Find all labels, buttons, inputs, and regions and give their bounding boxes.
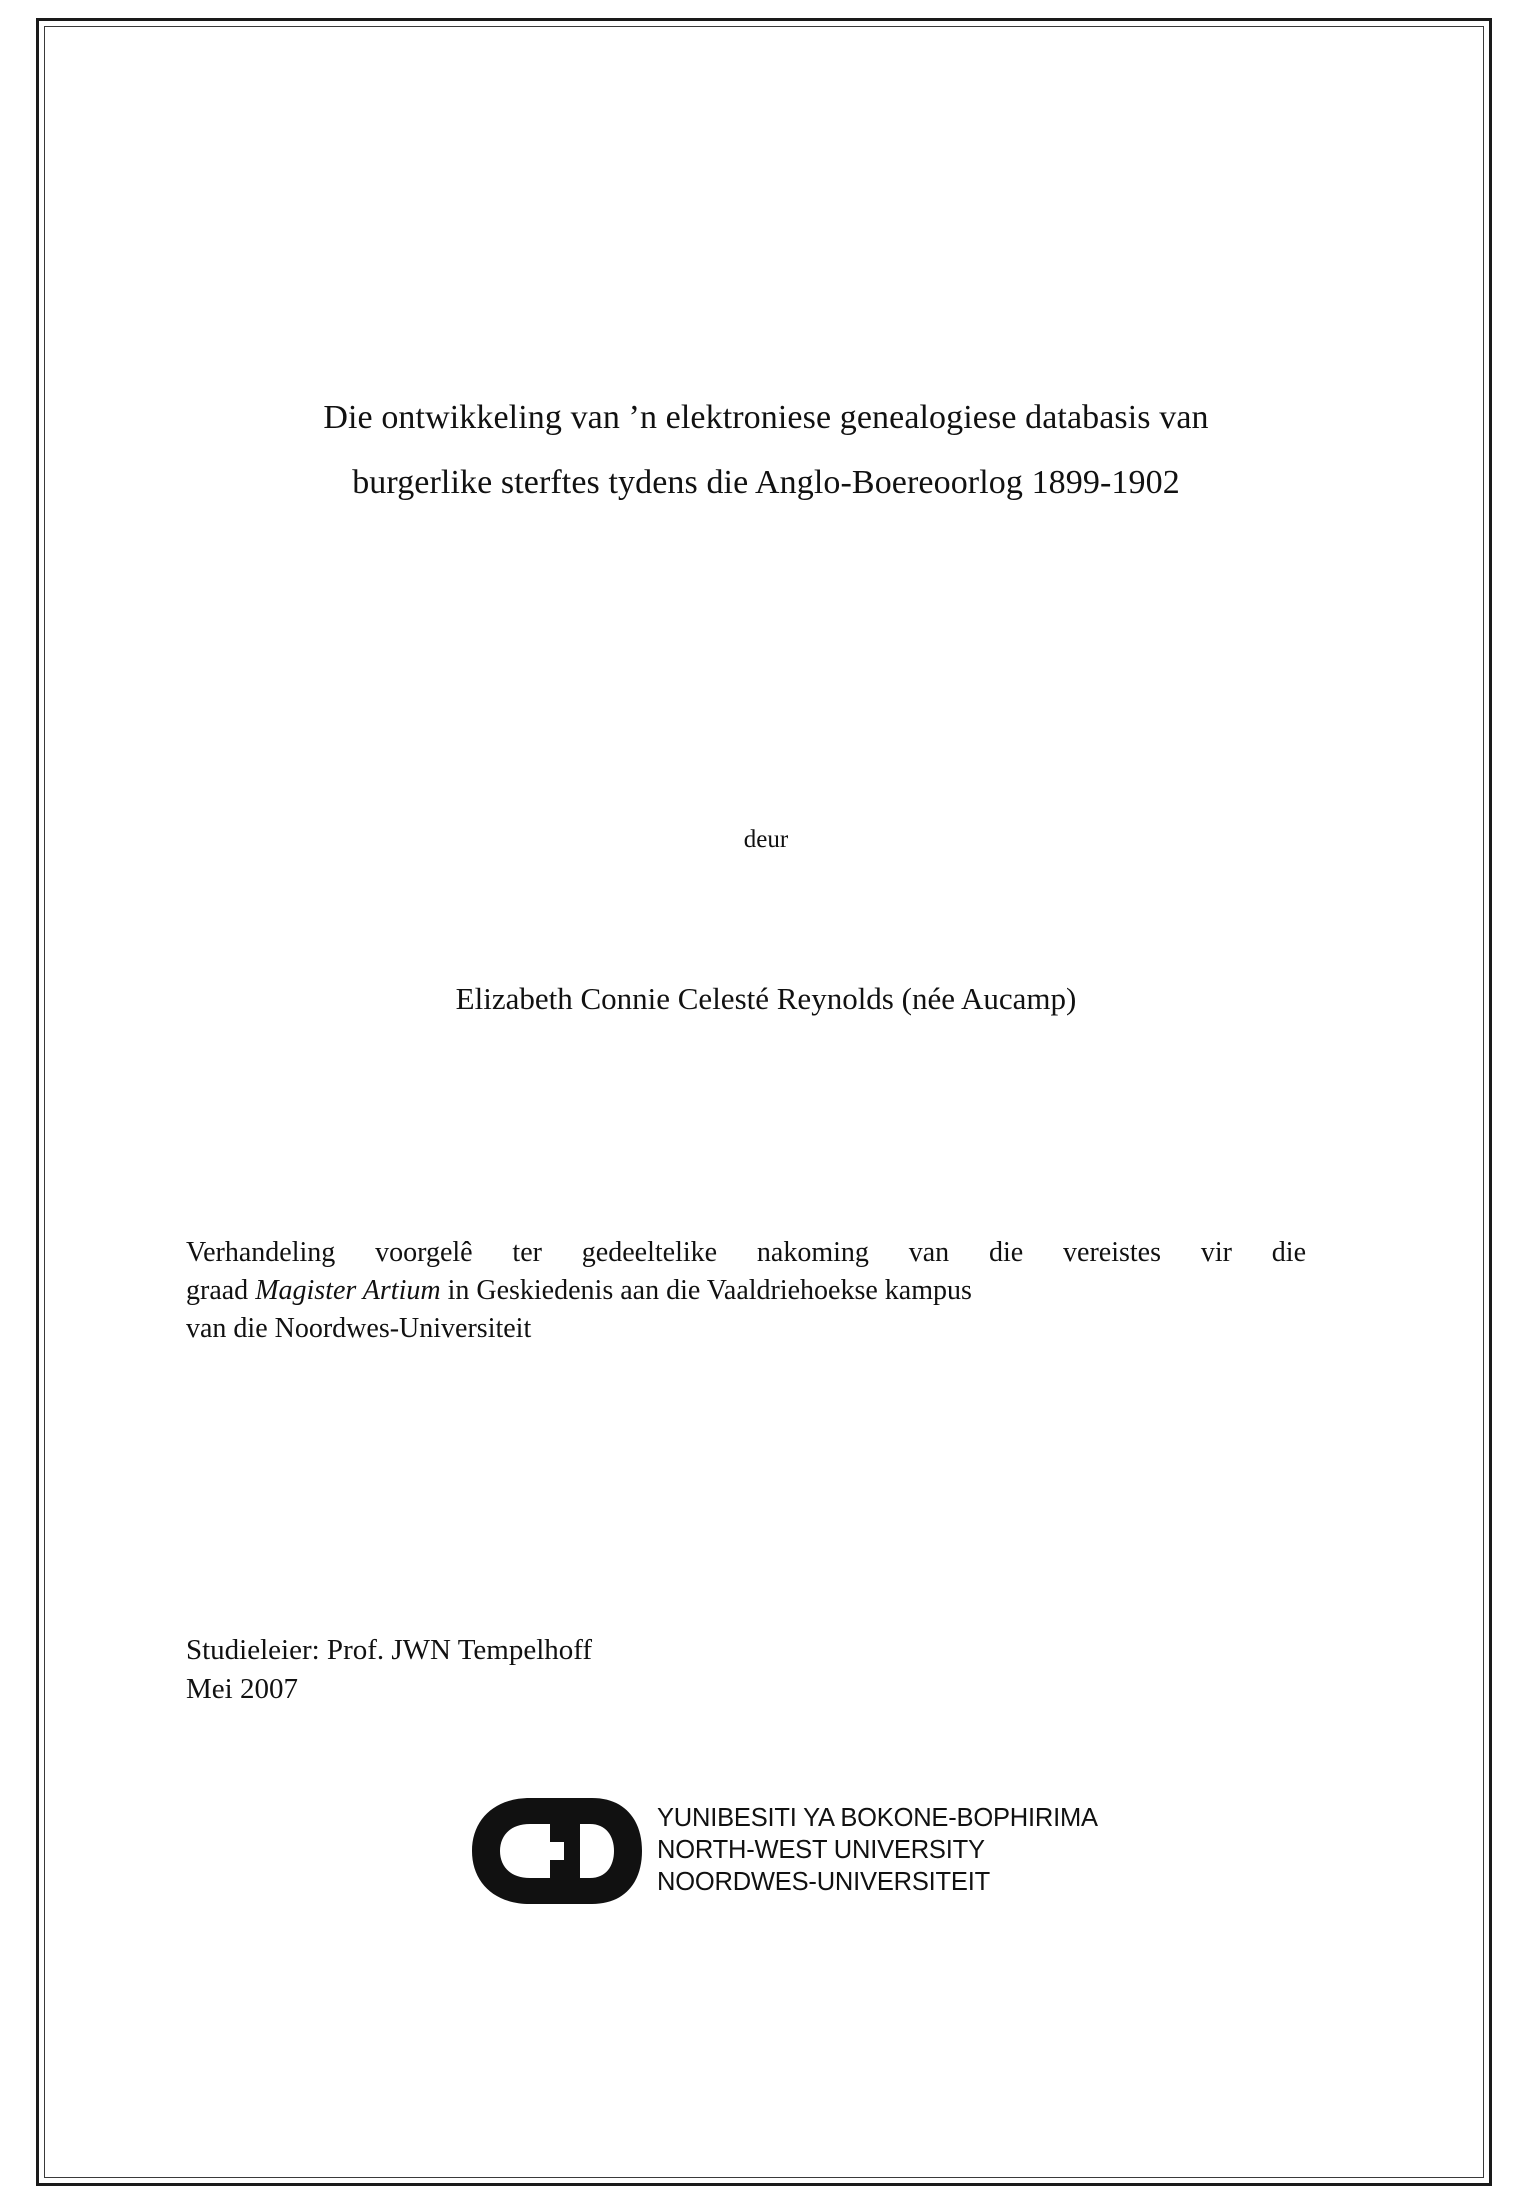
degree-statement [186, 1234, 1306, 1348]
degree-name-italic: Magister Artium [255, 1275, 441, 1307]
logo-text-line-2: NORTH-WEST UNIVERSITY [657, 1836, 985, 1865]
author-name: Elizabeth Connie Celesté Reynolds (née Aucamp) [455, 981, 1077, 1016]
date-line: Mei 2007 [186, 1673, 298, 1706]
document-title [186, 386, 1346, 515]
university-logo-text [657, 1803, 1098, 1899]
degree-statement-line-2-post: in Geskiedenis aan die Vaaldriehoekse kampus [440, 1275, 972, 1307]
supervisor-block [186, 1631, 1086, 1709]
logo-text-line-1: YUNIBESITI YA BOKONE-BOPHIRIMA [657, 1804, 1098, 1833]
title-line-1: Die ontwikkeling van ’n elektroniese genealogiese databasis van [323, 399, 1209, 436]
university-logo [466, 1791, 1226, 1911]
title-line-2: burgerlike sterftes tydens die Anglo-Boereoorlog 1899-1902 [352, 463, 1180, 501]
logo-text-line-3: NOORDWES-UNIVERSITEIT [657, 1867, 990, 1896]
degree-statement-line-3: van die Noordwes-Universiteit [186, 1313, 532, 1345]
degree-statement-line-2-pre: graad [186, 1275, 256, 1307]
supervisor-line: Studieleier: Prof. JWN Tempelhoff [186, 1634, 593, 1666]
by-label: deur [743, 826, 789, 853]
page-content [186, 26, 1346, 2178]
degree-statement-line-1: Verhandeling voorgelê ter gedeeltelike nakoming van die vereistes vir die [186, 1237, 1306, 1268]
nwu-logo-icon [466, 1792, 651, 1910]
degree-statement-line-2 [186, 1272, 1306, 1310]
